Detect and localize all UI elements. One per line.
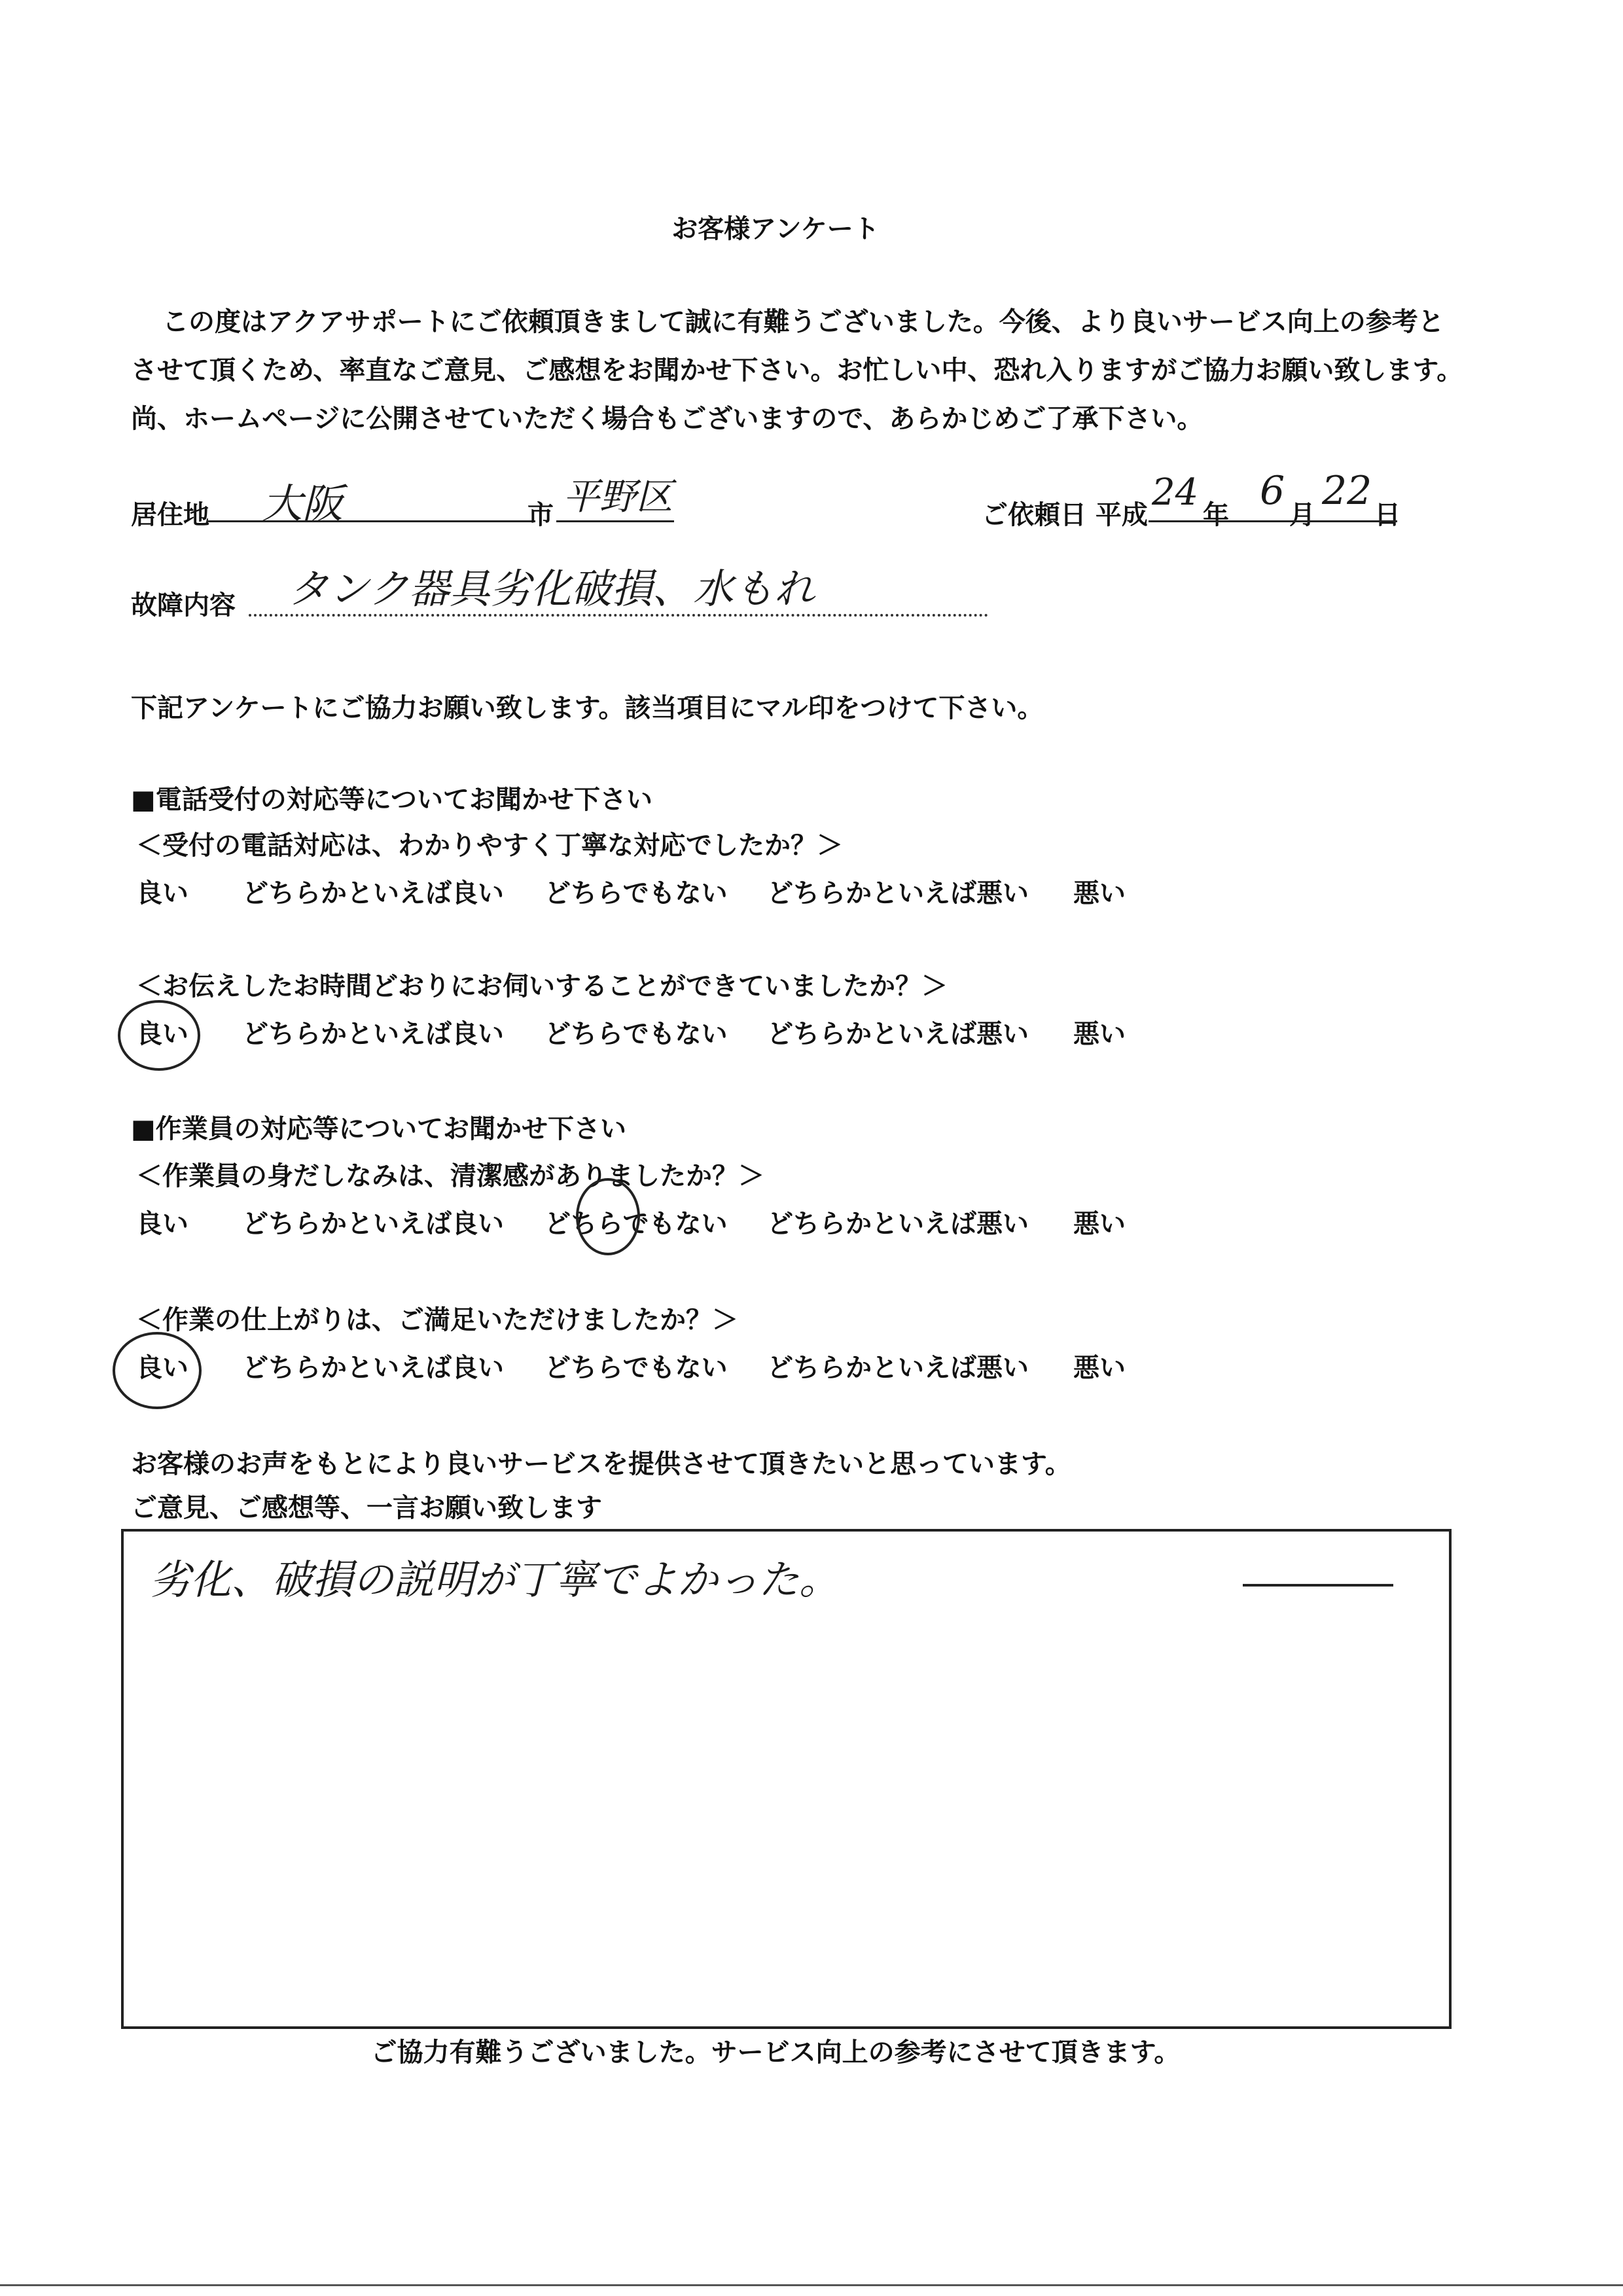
section-staff-title: ■作業員の対応等についてお聞かせ下さい xyxy=(131,1114,626,1144)
section-phone-title: ■電話受付の対応等についてお聞かせ下さい xyxy=(131,785,652,815)
q1-option-bad[interactable]: 悪い xyxy=(1073,878,1126,908)
q3-option-bad[interactable]: 悪い xyxy=(1073,1209,1126,1239)
comment-box[interactable] xyxy=(121,1529,1452,2029)
question-2: ＜お伝えしたお時間どおりにお伺いすることができていましたか？＞ xyxy=(136,971,948,1001)
year-label: 年 xyxy=(1203,500,1229,530)
issue-label: 故障内容 xyxy=(131,590,236,620)
question-2-options xyxy=(131,1013,1178,1052)
question-4: ＜作業の仕上がりは、ご満足いただけましたか？＞ xyxy=(136,1305,738,1335)
request-date-label: ご依頼日 平成 xyxy=(982,500,1148,530)
q4-option-bad[interactable]: 悪い xyxy=(1073,1353,1126,1383)
month-label: 月 xyxy=(1289,500,1315,530)
date-month[interactable]: 6 xyxy=(1260,468,1285,514)
city-label: 市 xyxy=(527,500,554,530)
intro-line-1: この度はアクアサポートにご依頼頂きまして誠に有難うございました。今後、より良いサービス向上の参考と xyxy=(162,307,1444,337)
q2-option-good[interactable]: 良い xyxy=(136,1019,188,1049)
residence-underline xyxy=(208,520,535,522)
question-1-options xyxy=(131,872,1178,912)
city-underline xyxy=(556,520,674,522)
footer-text: ご協力有難うございました。サービス向上の参考にさせて頂きます。 xyxy=(370,2037,1181,2068)
residence-label: 居住地 xyxy=(131,500,209,530)
comment-text: 劣化、破損の説明が丁寧でよかった。 xyxy=(150,1556,840,1604)
q3-selection-circle xyxy=(576,1178,640,1255)
comment-dash-mark xyxy=(1243,1584,1393,1587)
q1-option-somewhat-bad[interactable]: どちらかといえば悪い xyxy=(767,878,1029,908)
q1-option-neutral[interactable]: どちらでもない xyxy=(544,878,728,908)
date-year[interactable]: 24 xyxy=(1152,471,1199,514)
intro-line-2: させて頂くため、率直なご意見、ご感想をお聞かせ下さい。お忙しい中、恐れ入りますがご協力お願い致します。 xyxy=(131,355,1463,386)
q4-option-neutral[interactable]: どちらでもない xyxy=(544,1353,728,1383)
q1-option-good[interactable]: 良い xyxy=(136,878,188,908)
q4-option-somewhat-good[interactable]: どちらかといえば良い xyxy=(242,1353,504,1383)
city-value[interactable]: 平野区 xyxy=(563,476,673,518)
question-3: ＜作業員の身だしなみは、清潔感がありましたか？＞ xyxy=(136,1161,764,1191)
q2-option-somewhat-good[interactable]: どちらかといえば良い xyxy=(242,1019,504,1049)
intro-line-3: 尚、ホームページに公開させていただく場合もございますので、あらかじめご了承下さい。 xyxy=(131,404,1204,434)
form-title: お客様アンケート xyxy=(671,214,880,244)
q2-option-bad[interactable]: 悪い xyxy=(1073,1019,1126,1049)
q2-selection-circle xyxy=(118,1000,200,1071)
issue-dotted-line xyxy=(249,614,988,617)
question-1: ＜受付の電話対応は、わかりやすく丁寧な対応でしたか？＞ xyxy=(136,831,843,861)
q2-option-neutral[interactable]: どちらでもない xyxy=(544,1019,728,1049)
page-bottom-line xyxy=(0,2284,1623,2286)
instruction-text: 下記アンケートにご協力お願い致します。該当項目にマル印をつけて下さい。 xyxy=(131,693,1044,723)
q3-option-neutral[interactable]: どちらでもない xyxy=(544,1209,728,1239)
residence-value[interactable]: 大阪 xyxy=(262,480,344,528)
date-day[interactable]: 22 xyxy=(1322,468,1372,514)
q2-option-somewhat-bad[interactable]: どちらかといえば悪い xyxy=(767,1019,1029,1049)
day-label: 日 xyxy=(1374,500,1400,530)
issue-value[interactable]: タンク器具劣化破損、水もれ xyxy=(288,565,815,613)
closing-line-2: ご意見、ご感想等、一言お願い致します xyxy=(131,1493,602,1523)
date-underline xyxy=(1149,520,1397,522)
q4-option-good[interactable]: 良い xyxy=(136,1353,188,1383)
intro-text xyxy=(131,298,1472,443)
question-3-options xyxy=(131,1203,1178,1242)
q4-option-somewhat-bad[interactable]: どちらかといえば悪い xyxy=(767,1353,1029,1383)
q3-option-good[interactable]: 良い xyxy=(136,1209,188,1239)
q3-option-somewhat-good[interactable]: どちらかといえば良い xyxy=(242,1209,504,1239)
question-4-options xyxy=(131,1347,1178,1386)
q4-selection-circle xyxy=(113,1332,202,1409)
q1-option-somewhat-good[interactable]: どちらかといえば良い xyxy=(242,878,504,908)
closing-line-1: お客様のお声をもとにより良いサービスを提供させて頂きたいと思っています。 xyxy=(131,1449,1071,1479)
q3-option-somewhat-bad[interactable]: どちらかといえば悪い xyxy=(767,1209,1029,1239)
